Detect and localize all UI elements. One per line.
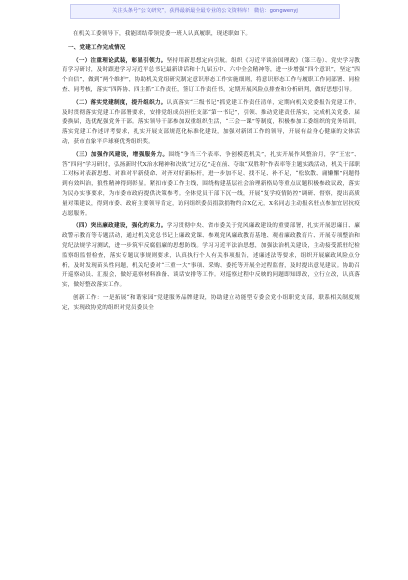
item-heading-4: （四）突出廉政建设，强化约束力。 [73,223,167,230]
item-heading-3: （三）加强作风建设，增强服务力。 [73,151,169,158]
item-paragraph-1 [62,57,360,96]
item-body-2: 认真落实“三级书记”抓党建工作责任清单，定期向机关党委报告党建工作，及时贯彻落实党建工作部署要求，安排党组成员担任支部“第一书记”，引领、推动党建责任落实，完成机关党委、届委换届，选优配强党务干部。落实领导干部参加双重组织生活，“三会一课”等制度，积极参加工委组织的党务培训，落实党建工作述评考要求，扎实开展支部规范化标准化建设，加强对新团工作的领导，开展有益身心健康的文体活动，获市直象平乒球赛优秀组织奖。 [62,99,360,145]
item-body-1: 坚持用新思想定向引航。组织《习近平谈治国理政》（第三卷）、党史学习教育学习研讨，及时跟进学习习近平总书记最新讲话和十九届五中、六中全会精神等，进一步增强“四个意识”，坚定“四个自信”，做到“两个维护”，协助机关党组研究制定意识形态工作实施细则，将意识形态工作与履职工作同部署、同检查、同考核，落实“四阵协、四主抓”工作责任，签订工作责任书，定期开展风险点排查和分析研判，做好思想引导。 [62,57,360,93]
intro-paragraph: 在机关工委领导下，我能团结带领党委一班人认真履职，现述职如下。 [73,31,252,37]
item-body-4: 学习贯彻中央、省市委关于党风廉政建设的重要部署，扎实开展思廉日、廉政警示教育等专题活动，通过机关党总书记上廉政党课、参观党风廉政教育基地、观看廉政教育片、开展专项整治和党纪法规学习测试，进一步筑牢反腐倡廉的思想防线。学习习近平法治思想，加强法治机关建设，主动接受派驻纪检监察组监督检查，落实专题议事规则要求，认真执行个人有关事项报告，述廉述法等要求，组织开展廉政风险点分析，及时发现苗头性问题，机关纪委对“三重一大”事项、采购、委托等开展全过程监督，及时提出意见建议。协助召开巡察动员、汇报会，做好巡察材料准备、谈话安排等工作。对巡察过程中反映的问题即知即改，立行立改，认真落实，做好整改落实工作。 [62,223,360,289]
promo-banner[interactable]: 关注头条号“公文研究”，获得最新最全最专业的公文资料库！ 微信：gongwenyj [70,4,340,19]
item-paragraph-3 [62,151,360,220]
closing-paragraph: 创新工作：一是拓展“和谐家园”党建服务品牌建设，协助建立功能型专委会党小组职党支部，联系相关制度规定，实现政协党的组织对党员委员全 [62,294,360,311]
item-body-3: 围绕“争当三个表率、争创模范机关”，扎实开展作风整治月，学“王宏”、答“四问”学习研讨，弘扬新时代X治水精神和决战“过万亿”走在前、夺取“双胜利”作表率等主题实践活动，机关干部职工对标对表新思想、对准对平新使命、对齐对好新标杆，进一步加不足、找不足、补不足，“松软散、庸懒懈”问题得到有效纠治，狼性精神得到彰显。紧扣市委工作主线，围绕构建基层社会治理新格局等重点议题积极参政议政，落实为民办实事要求，为市委市政府提供决策参考。全体党员干部下沉一线，开展“复学疫情防控”调研、督察，提出高质量对策建议，得到市委、政府主要领导肯定，访问组织委员捐款捐物约合X亿元，X名同志主动报名驻点参加宜居抗疫志愿服务。 [62,151,360,217]
item-paragraph-4 [62,222,360,291]
item-paragraph-2 [62,99,360,148]
document-body [62,30,360,317]
item-heading-1: （一）注重理论武装，彰显引领力。 [73,57,167,64]
item-heading-2: （二）落实党建制度，提升组织力。 [73,99,167,106]
section-heading: 一、党建工作完成情况 [68,44,126,51]
